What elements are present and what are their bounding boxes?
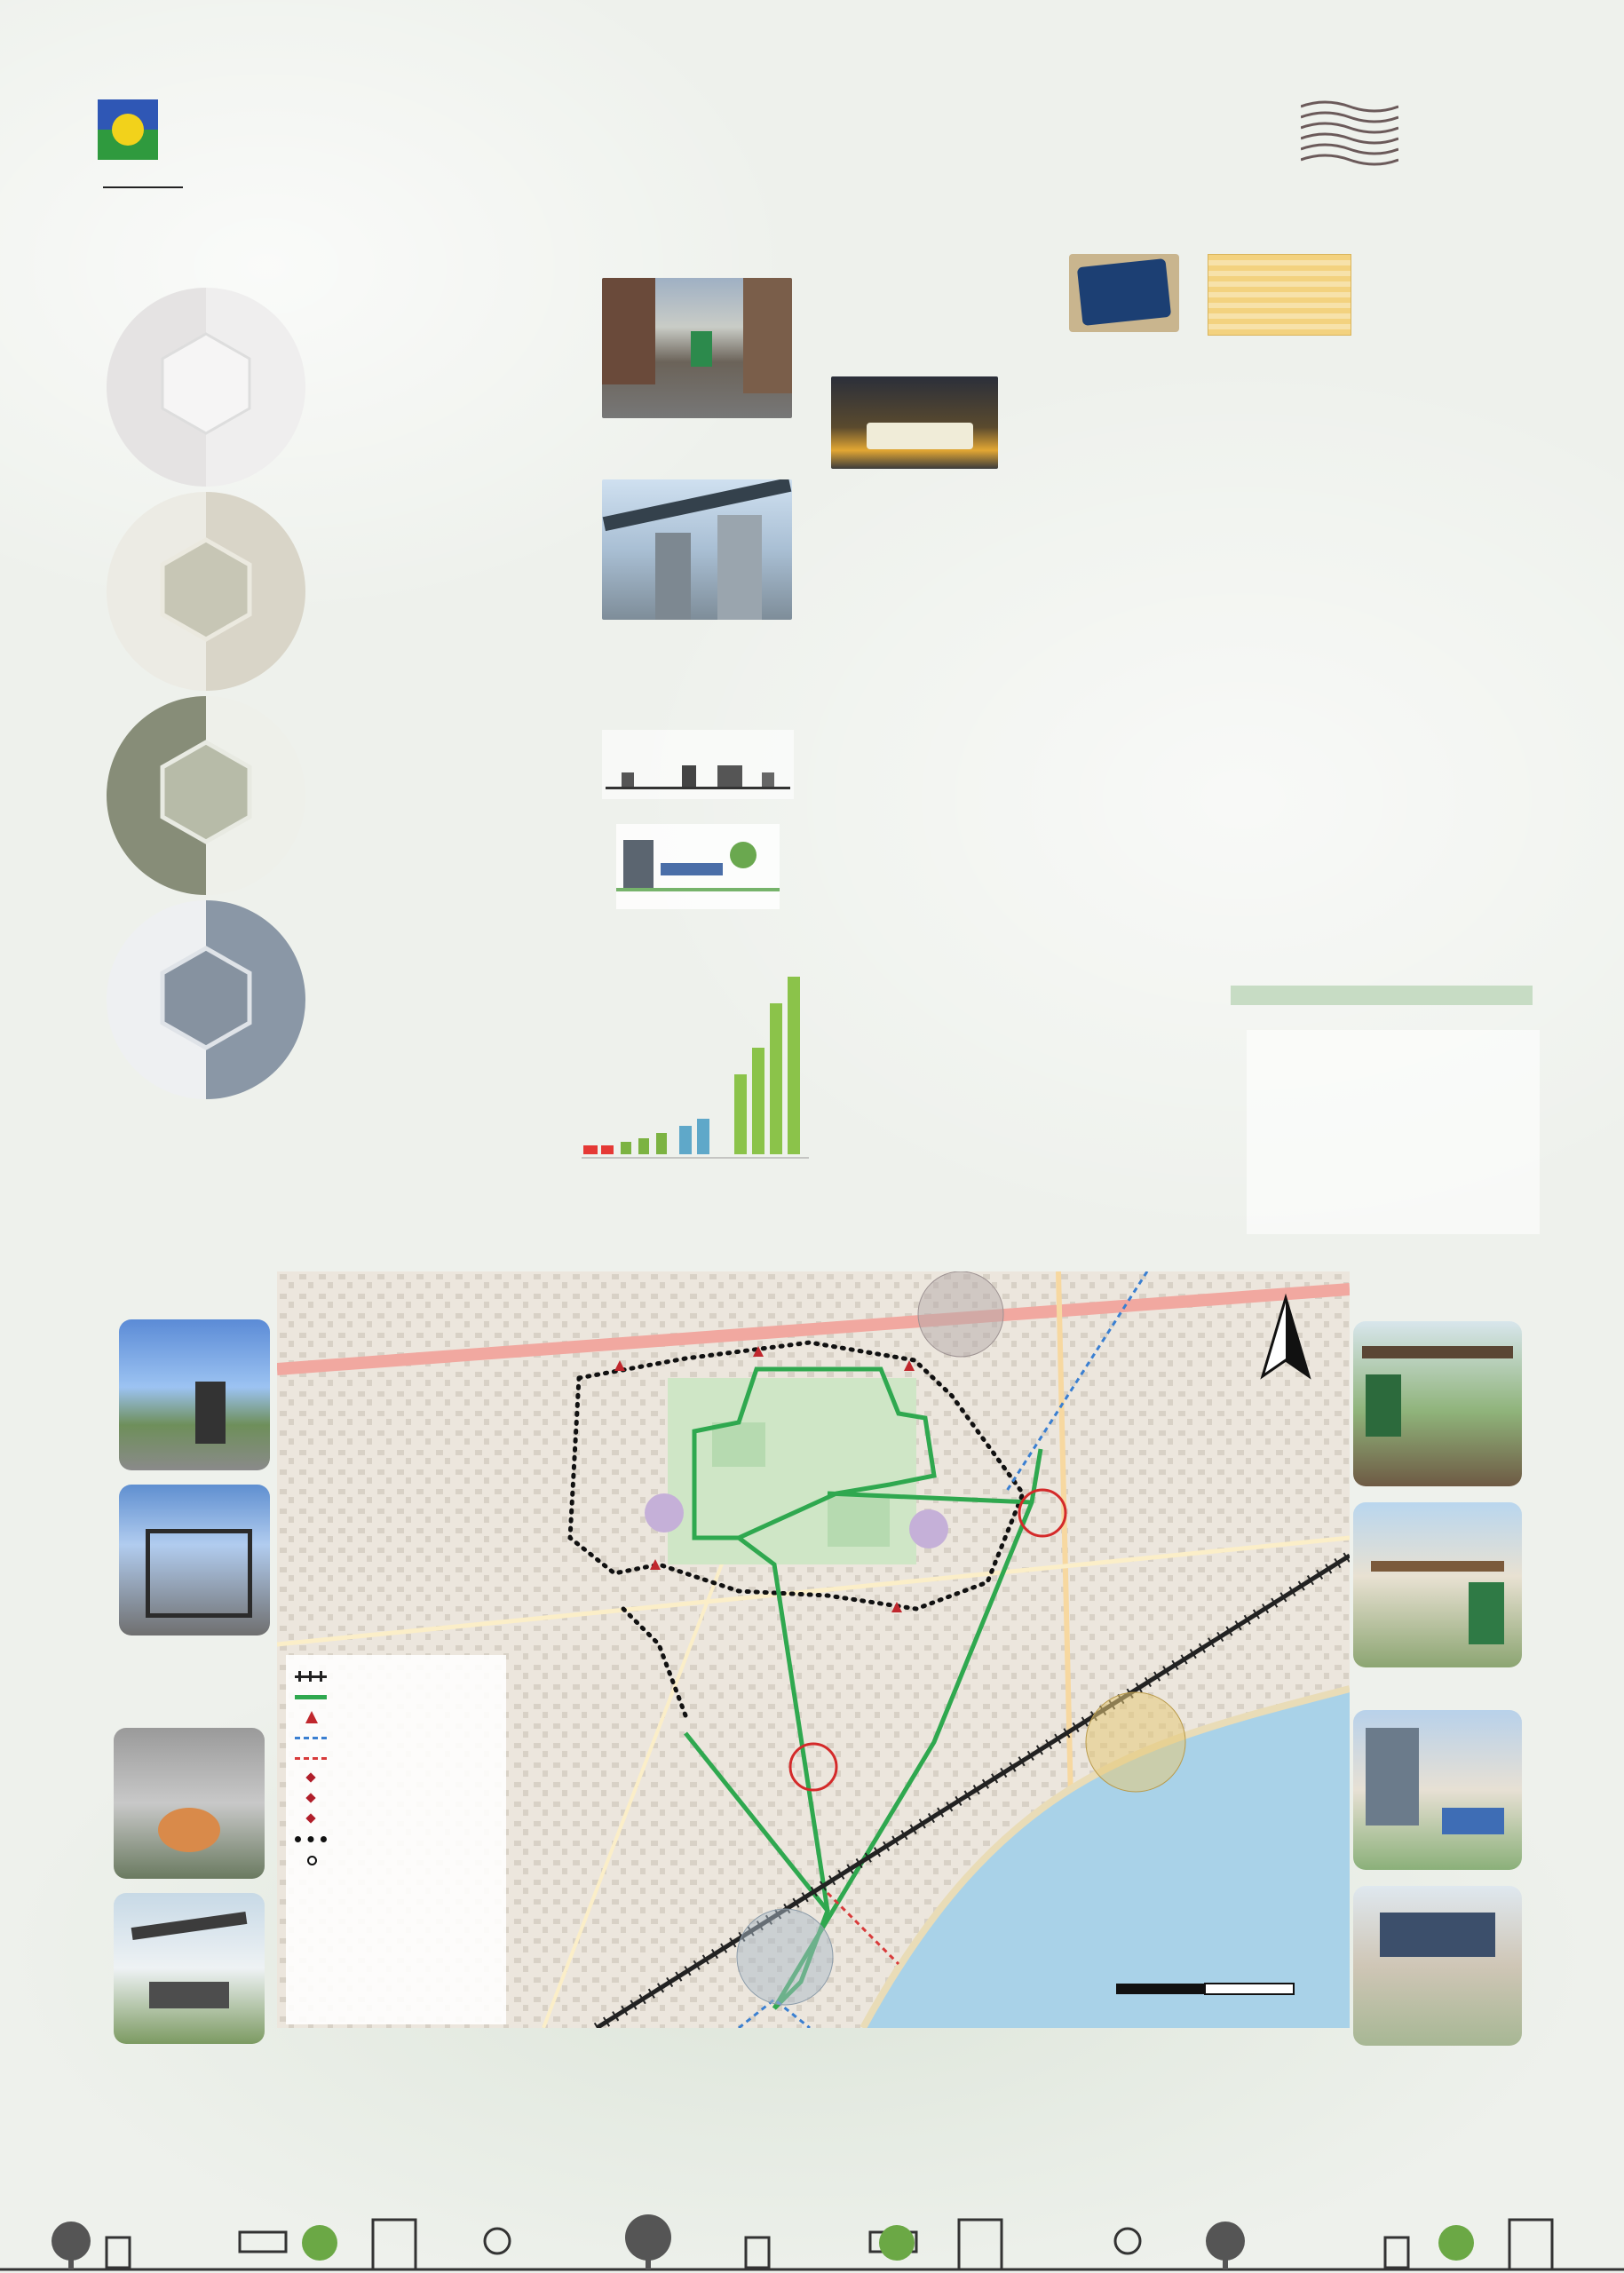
vc59-line-icon <box>295 1729 327 1746</box>
diamond-icon-3 <box>295 1810 327 1828</box>
capacity-infographic <box>582 968 812 1172</box>
dotted-line-icon <box>295 1831 327 1849</box>
current-stop-photo-2 <box>119 1485 270 1635</box>
legend-mimarlik <box>295 1790 497 1808</box>
ai-stop-photo-1 <box>1353 1502 1522 1667</box>
transit-map <box>277 1271 1350 2028</box>
date-dash <box>103 186 183 188</box>
bus-stop-icon <box>295 1851 327 1869</box>
suggestions-title <box>1231 986 1533 1005</box>
ab-logo <box>1203 89 1523 204</box>
header-date <box>98 172 213 200</box>
deutschland-ticket-card <box>1069 254 1179 332</box>
ai-stop-photo-3 <box>1353 1886 1522 2046</box>
line104-icon <box>295 1749 327 1767</box>
survey-charts <box>817 493 1536 990</box>
legend-stops <box>295 1851 497 1869</box>
rail-symbol-icon <box>295 1667 327 1685</box>
footer-skyline <box>0 2202 1624 2273</box>
diamond-icon <box>295 1770 327 1787</box>
legend-reference <box>295 1770 497 1787</box>
stop-design-photo-2 <box>114 1893 265 2044</box>
chiba-photo <box>602 479 792 620</box>
current-stop-photo-1 <box>119 1319 270 1470</box>
tod-diagram-top <box>602 730 794 799</box>
route-line-icon <box>295 1688 327 1706</box>
triangle-icon <box>295 1708 327 1726</box>
legend-rail <box>295 1667 497 1685</box>
survey-bar-chart <box>888 981 1208 1203</box>
event-logo <box>98 99 158 160</box>
tod-diagram-bottom <box>616 824 780 909</box>
paris-bus-photo <box>831 376 998 469</box>
logo-waves-icon <box>1301 96 1398 167</box>
legend-104 <box>295 1749 497 1767</box>
legend-vc59 <box>295 1729 497 1746</box>
legend-route <box>295 1688 497 1706</box>
legend-campus-area <box>295 1810 497 1828</box>
diamond-icon-2 <box>295 1790 327 1808</box>
suggestions-box <box>1247 1030 1540 1234</box>
stop-design-photo-1 <box>114 1728 265 1879</box>
legend-entrances <box>295 1708 497 1726</box>
swot-graphic <box>98 284 320 1110</box>
legend-campus <box>295 1831 497 1849</box>
ai-transfer-station-photo <box>1353 1321 1522 1486</box>
ai-stop-photo-2 <box>1353 1710 1522 1870</box>
amsterdam-photo <box>602 278 792 418</box>
map-legend <box>286 1655 506 2024</box>
holland-ticket-image <box>1208 254 1351 336</box>
